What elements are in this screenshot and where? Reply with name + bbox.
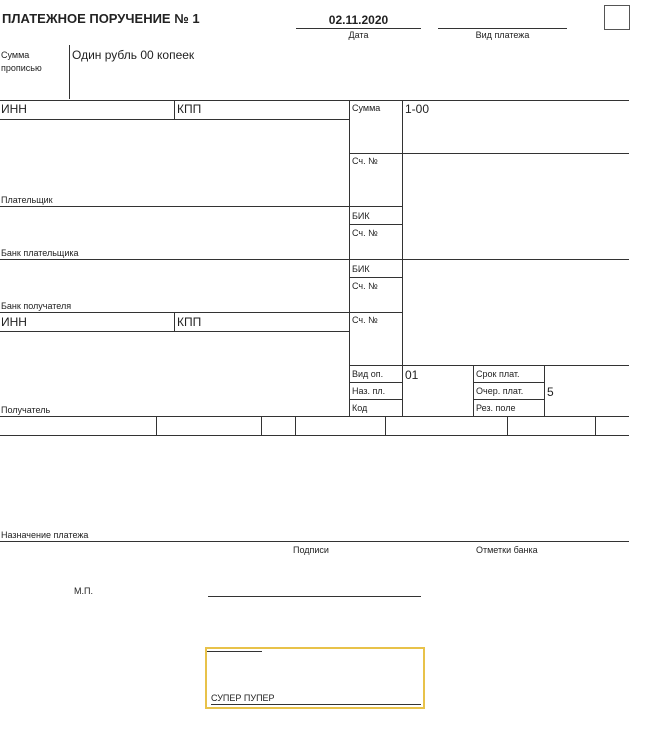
payment-type-underline	[438, 28, 567, 29]
signer-underline	[211, 704, 421, 705]
ocher-plat-value: 5	[547, 385, 554, 399]
operation-divider-1	[473, 365, 474, 416]
recipient-account-label: Сч. №	[352, 315, 378, 325]
row-line-purpose-bottom	[0, 541, 629, 542]
operation-line-b1	[473, 382, 545, 383]
signatures-label: Подписи	[293, 545, 329, 555]
date-label: Дата	[348, 30, 369, 40]
signature-field[interactable]	[205, 647, 425, 709]
recipient-inn-kpp-divider	[174, 312, 175, 331]
main-vertical-left	[349, 100, 350, 416]
recipient-inn-label: ИНН	[1, 315, 27, 329]
amount-words-value: Один рубль 00 копеек	[72, 48, 195, 62]
payer-kpp-label: КПП	[177, 102, 202, 116]
payment-type-label: Вид платежа	[475, 30, 530, 40]
row-line-payer-inn	[0, 119, 350, 120]
tax-divider-3	[295, 416, 296, 435]
row-line-payer-top	[0, 100, 629, 101]
row-line-recipient-bank-bottom	[0, 312, 403, 313]
kod-label: Код	[352, 403, 368, 413]
first-signature-line	[208, 596, 421, 597]
row-line-amount-bottom	[349, 153, 629, 154]
form-code-box	[604, 5, 630, 30]
recipient-kpp-label: КПП	[177, 315, 202, 329]
amount-value: 1-00	[405, 102, 430, 116]
recipient-bank-account-label: Сч. №	[352, 281, 378, 291]
vid-op-label: Вид оп.	[352, 369, 384, 379]
operation-divider-2	[544, 365, 545, 416]
date-value: 02.11.2020	[328, 13, 389, 27]
payer-bank-label: Банк плательщика	[1, 248, 79, 258]
row-line-payer-bottom	[0, 206, 403, 207]
row-line-payer-bank-bottom	[0, 259, 629, 260]
tax-divider-1	[156, 416, 157, 435]
recipient-label: Получатель	[1, 405, 51, 415]
vid-op-value: 01	[405, 368, 419, 382]
recipient-bank-label: Банк получателя	[1, 301, 72, 311]
payer-bank-bik-label: БИК	[352, 211, 370, 221]
tax-divider-5	[507, 416, 508, 435]
recipient-bank-bik-line	[349, 277, 403, 278]
payer-inn-kpp-divider	[174, 100, 175, 119]
payer-inn-label: ИНН	[1, 102, 27, 116]
amount-words-divider	[69, 45, 70, 99]
operation-line-b2	[473, 399, 545, 400]
row-line-operation-top	[349, 365, 629, 366]
amount-label: Сумма	[352, 103, 381, 113]
signature-short-line	[207, 651, 262, 652]
purpose-label: Назначение платежа	[1, 530, 89, 540]
srok-plat-label: Срок плат.	[476, 369, 520, 379]
bank-marks-label: Отметки банка	[476, 545, 538, 555]
payer-bank-account-label: Сч. №	[352, 228, 378, 238]
operation-line-a1	[349, 382, 403, 383]
rez-pole-label: Рез. поле	[476, 403, 516, 413]
operation-line-a2	[349, 399, 403, 400]
payer-bank-bik-line	[349, 224, 403, 225]
ocher-plat-label: Очер. плат.	[476, 386, 524, 396]
row-line-recipient-bottom	[0, 416, 629, 417]
payer-account-label: Сч. №	[352, 156, 378, 166]
row-line-tax-bottom	[0, 435, 629, 436]
document-title: ПЛАТЕЖНОЕ ПОРУЧЕНИЕ № 1	[2, 11, 200, 26]
date-underline	[296, 28, 421, 29]
tax-divider-4	[385, 416, 386, 435]
row-line-recipient-inn	[0, 331, 350, 332]
amount-words-label: Сумма прописью	[1, 50, 42, 73]
stamp-mp-label: М.П.	[74, 586, 93, 596]
tax-divider-2	[261, 416, 262, 435]
main-vertical-right	[402, 100, 403, 416]
payer-label: Плательщик	[1, 195, 53, 205]
signer-name: СУПЕР ПУПЕР	[211, 693, 275, 703]
tax-divider-6	[595, 416, 596, 435]
recipient-bank-bik-label: БИК	[352, 264, 370, 274]
naz-pl-label: Наз. пл.	[352, 386, 386, 396]
